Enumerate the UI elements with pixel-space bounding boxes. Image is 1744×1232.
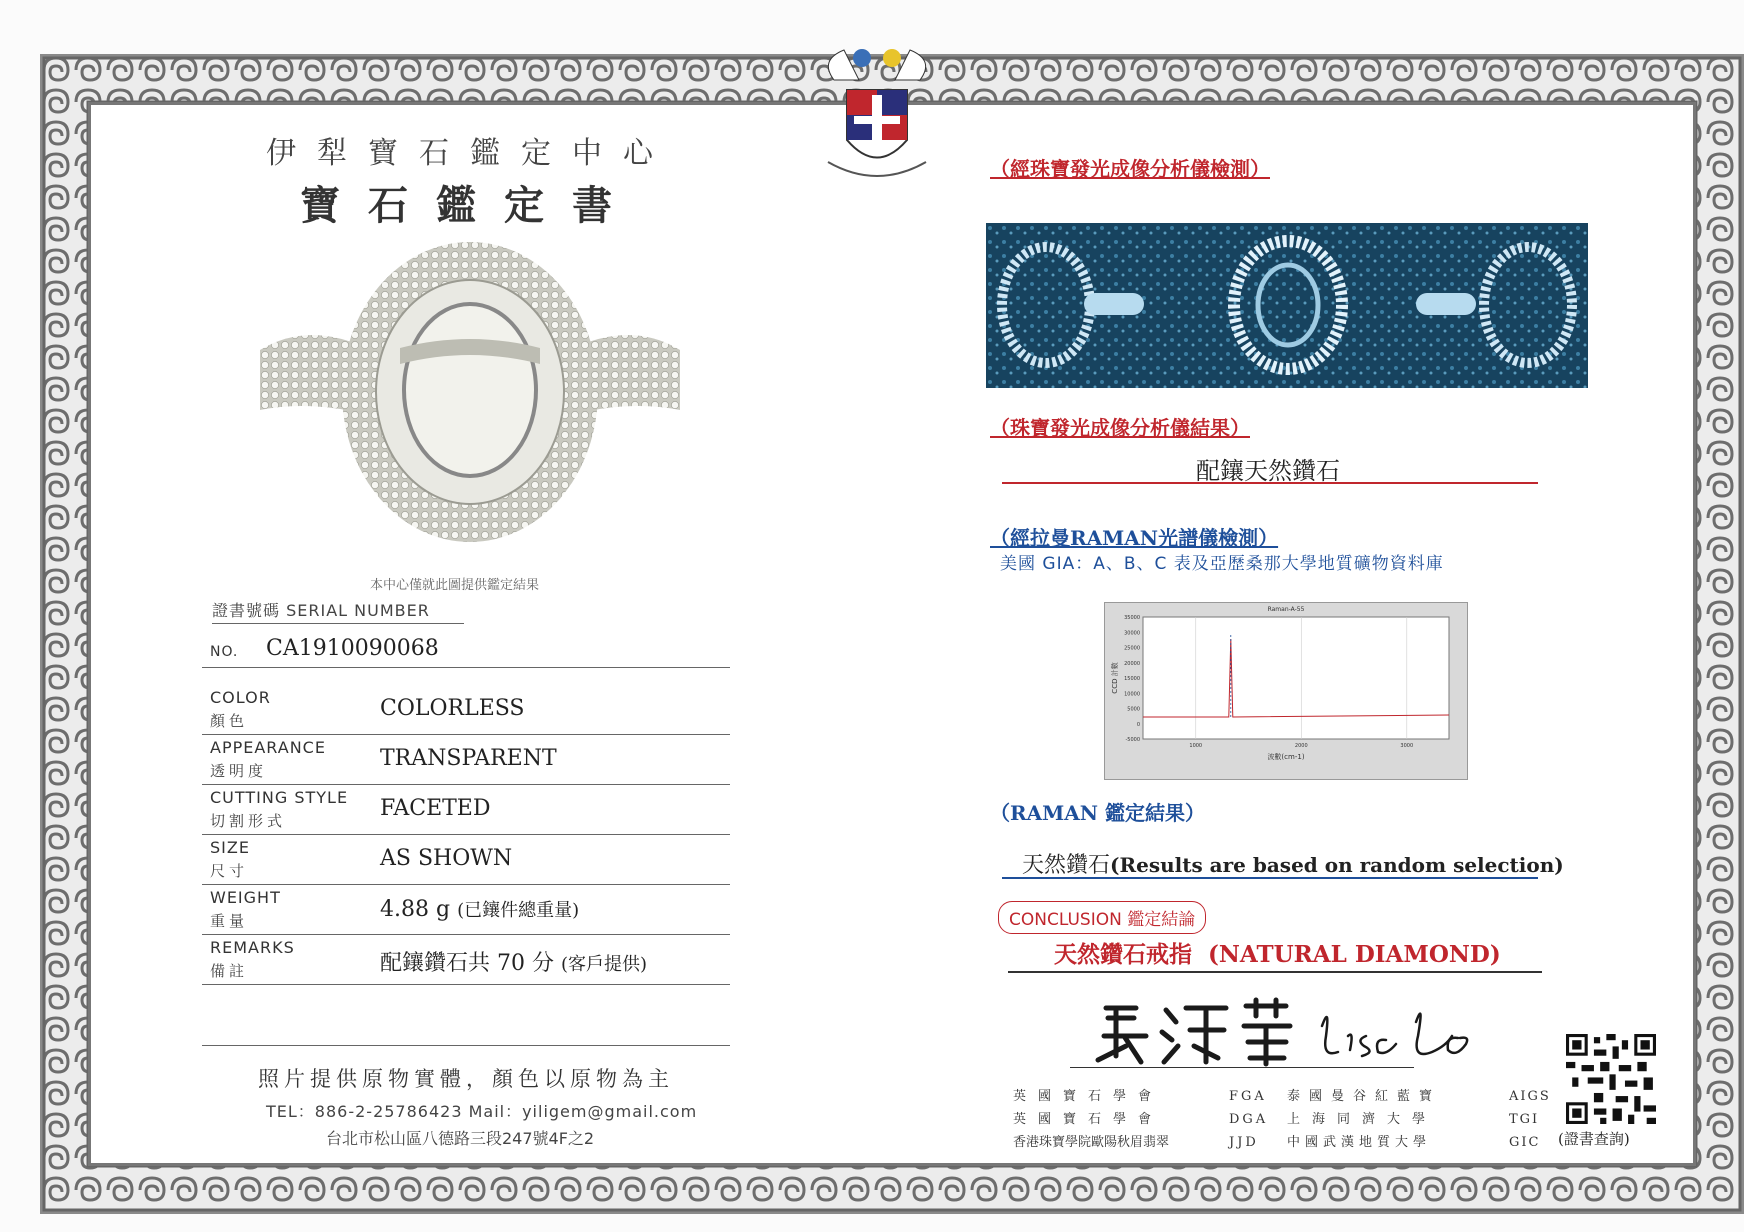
property-row-appearance	[202, 734, 730, 785]
serial-number-value: CA1910090068	[266, 636, 439, 661]
property-value	[380, 946, 647, 977]
contact-info: TEL：886-2-25786423 Mail：yiligem@gmail.com	[266, 1102, 698, 1121]
spectrum-title: Raman-A-55	[1267, 606, 1305, 613]
y-tick-label: 35000	[1124, 615, 1140, 621]
property-row-size	[202, 834, 730, 885]
credential-row	[1012, 1108, 1552, 1131]
property-label-en: WEIGHT	[210, 888, 281, 907]
property-label-en: CUTTING STYLE	[210, 788, 349, 807]
y-tick-label: 0	[1136, 721, 1140, 728]
x-tick-label: 3000	[1400, 743, 1414, 749]
reference-database: 美國 GIA：A、B、C 表及亞歷桑那大學地質礦物資料庫	[1000, 554, 1444, 574]
ring-photo	[250, 240, 690, 560]
document-title: 寶石鑑定書	[300, 182, 640, 229]
uv-test-heading: （經珠寶發光成像分析儀檢測）	[990, 157, 1270, 181]
y-tick-label: 20000	[1124, 660, 1140, 667]
property-label-zh: 備註	[210, 962, 249, 980]
y-axis-label: CCD 計數	[1111, 662, 1119, 694]
property-value	[380, 896, 579, 922]
property-row-weight	[202, 884, 730, 935]
property-label-zh: 顏色	[210, 712, 249, 730]
property-label-en: COLOR	[210, 688, 271, 707]
photo-note: 照片提供原物實體，顏色以原物為主	[258, 1067, 674, 1091]
y-tick-label: 5000	[1127, 706, 1140, 713]
uv-result: 配鑲天然鑽石	[1196, 457, 1340, 485]
credentials-table	[1012, 1085, 1552, 1154]
weight-value: 4.88 g	[380, 897, 451, 922]
raman-result-heading: （RAMAN 鑑定結果）	[990, 801, 1206, 825]
signature	[1086, 996, 1486, 1070]
raman-result-zh: 天然鑽石	[1022, 853, 1111, 878]
raman-result-en: (Results are based on random selection)	[1110, 853, 1564, 877]
property-label-zh: 重量	[210, 912, 249, 930]
credential-code: DGA	[1229, 1112, 1269, 1127]
y-tick-label: 30000	[1124, 630, 1140, 637]
property-value: AS SHOWN	[380, 846, 513, 871]
raman-spectrum	[1104, 602, 1468, 780]
photo-caption: 本中心僅就此圖提供鑑定結果	[370, 578, 540, 593]
center-name: 伊犁寶石鑑定中心	[266, 136, 674, 171]
credential-code: AIGS	[1509, 1089, 1551, 1104]
x-tick-label: 1000	[1189, 743, 1203, 749]
no-label: NO.	[210, 644, 239, 660]
property-label-en: REMARKS	[210, 938, 295, 957]
qr-code-icon[interactable]	[1566, 1034, 1656, 1124]
remarks-note: (客戶提供)	[560, 954, 648, 975]
credential-institution: 英國寶石學會	[1013, 1112, 1164, 1127]
credential-row	[1012, 1131, 1552, 1154]
property-row-remarks	[202, 934, 730, 985]
credential-code: GIC	[1509, 1135, 1541, 1150]
credential-code: TGI	[1509, 1112, 1540, 1127]
divider	[202, 1045, 730, 1046]
conclusion	[1054, 936, 1501, 969]
luminescence-image	[986, 223, 1588, 388]
remarks-value: 配鑲鑽石共 70 分	[380, 951, 554, 976]
property-row-color	[202, 684, 730, 735]
property-label-zh: 尺寸	[210, 862, 249, 880]
raman-result	[1022, 848, 1564, 879]
divider	[1008, 971, 1542, 973]
divider	[1002, 482, 1538, 484]
conclusion-zh: 天然鑽石戒指	[1054, 941, 1192, 968]
conclusion-heading: CONCLUSION 鑑定結論	[998, 901, 1206, 934]
x-axis-label: 波數(cm-1)	[1267, 753, 1305, 761]
y-tick-label: 25000	[1124, 645, 1140, 652]
coat-of-arms-emblem	[814, 40, 940, 190]
property-label-en: SIZE	[210, 838, 250, 857]
plot-area	[1143, 617, 1449, 739]
address: 台北市松山區八德路三段247號4F之2	[326, 1129, 595, 1148]
credential-row	[1012, 1085, 1552, 1108]
uv-result-heading: （珠寶發光成像分析儀結果）	[990, 416, 1250, 440]
qr-caption: (證書查詢)	[1558, 1130, 1630, 1148]
credential-institution: 香港珠寶學院歐陽秋眉翡翠	[1013, 1135, 1170, 1150]
y-tick-label: 15000	[1124, 676, 1140, 682]
credential-code: JJD	[1229, 1135, 1259, 1150]
raman-test-heading: （經拉曼RAMAN光譜儀檢測）	[990, 526, 1279, 550]
weight-note: (已鑲件總重量)	[457, 900, 580, 921]
property-label-zh: 透明度	[210, 762, 268, 780]
x-tick-label: 2000	[1294, 743, 1308, 749]
property-value: FACETED	[380, 796, 491, 821]
conclusion-en: (NATURAL DIAMOND)	[1208, 941, 1501, 968]
property-label-zh: 切割形式	[210, 812, 287, 830]
y-tick-label: 10000	[1124, 691, 1140, 698]
credential-institution: 上海同濟大學	[1287, 1112, 1438, 1127]
property-value: COLORLESS	[380, 696, 525, 721]
credential-institution: 泰國曼谷紅藍寶	[1287, 1089, 1442, 1104]
serial-number-label: 證書號碼 SERIAL NUMBER	[212, 598, 464, 624]
credential-institution: 英國寶石學會	[1013, 1089, 1164, 1104]
credential-institution: 中國武漢地質大學	[1287, 1135, 1432, 1150]
credential-code: FGA	[1229, 1089, 1267, 1104]
property-label-en: APPEARANCE	[210, 738, 326, 757]
y-tick-label: -5000	[1125, 737, 1140, 743]
property-row-cutting-style	[202, 784, 730, 835]
divider	[1002, 877, 1538, 879]
signature-line	[1070, 1067, 1414, 1068]
property-value: TRANSPARENT	[380, 746, 557, 771]
